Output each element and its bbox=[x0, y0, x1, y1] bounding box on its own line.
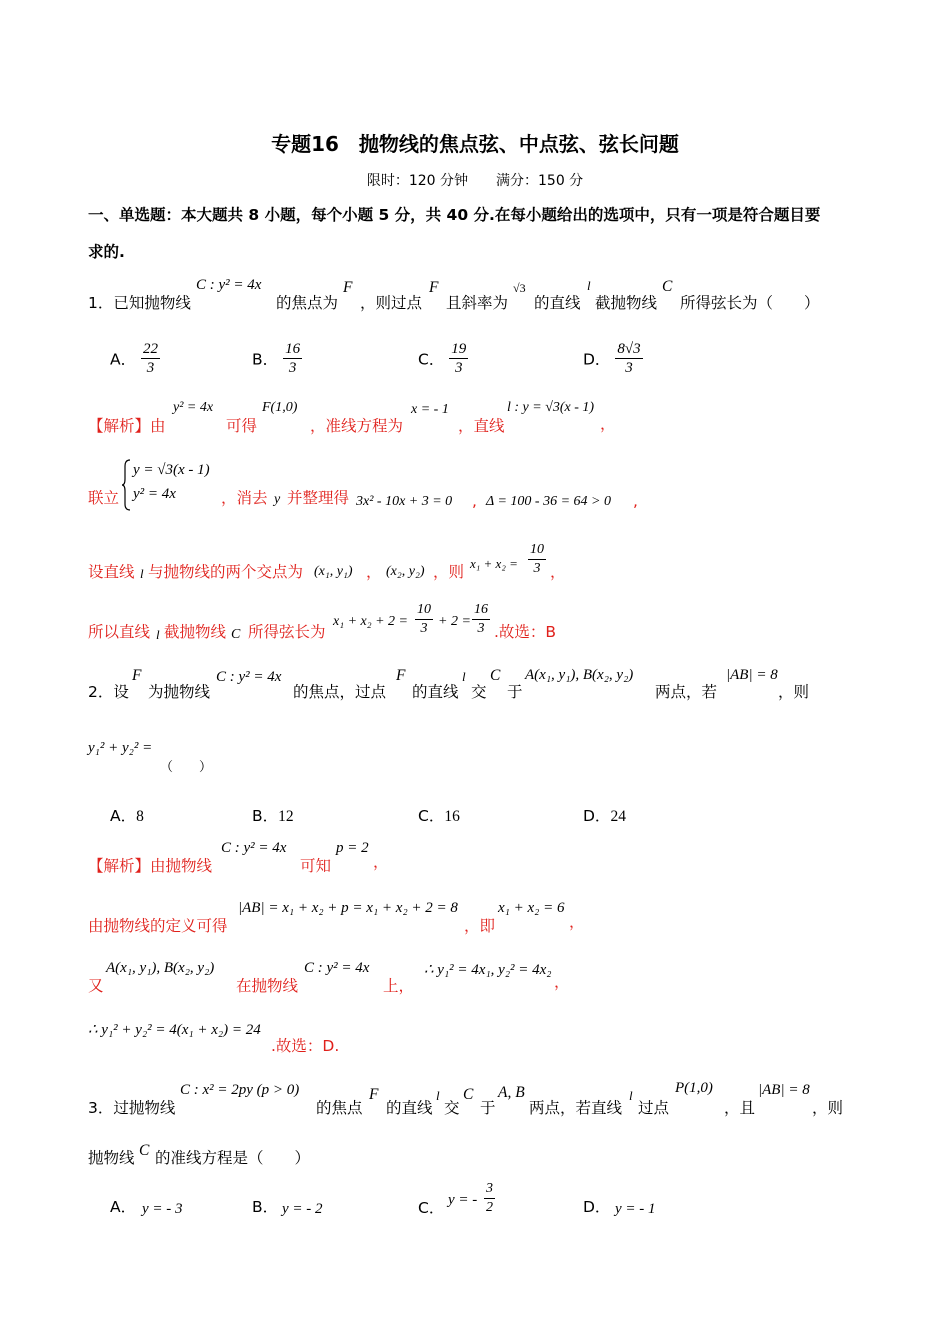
math: l : y = √3(x - 1) bbox=[507, 400, 595, 415]
q1-text-6: 所得弦长为（ ） bbox=[680, 294, 820, 312]
math: A(x₁, y₁), B(x₂, y₂) bbox=[106, 960, 215, 976]
q1-solution-line-3 bbox=[88, 540, 688, 586]
q3-number: 3．过抛物线 bbox=[88, 1099, 176, 1117]
math: p = 2 bbox=[336, 840, 369, 856]
math: l bbox=[140, 566, 144, 581]
text: ， bbox=[550, 563, 566, 581]
option-value: y = - 3 bbox=[142, 1201, 183, 1217]
math: x₁ + x₂ = 6 bbox=[498, 900, 565, 916]
text: 截抛物线 bbox=[164, 623, 227, 641]
q2-expr: y₁² + y₂² = bbox=[88, 740, 153, 756]
q1-option-d[interactable] bbox=[583, 340, 643, 377]
option-label: A． bbox=[110, 350, 137, 369]
q2-solution-line-3 bbox=[88, 958, 688, 994]
q2-points: A(x₁, y₁), B(x₂, y₂) bbox=[525, 667, 634, 683]
q1-text-4: 的直线 bbox=[534, 294, 581, 312]
answer-blank: （ ） bbox=[160, 760, 213, 775]
text: .故选：B bbox=[494, 623, 557, 641]
q3-option-c[interactable] bbox=[418, 1180, 518, 1224]
text: ，则 bbox=[778, 683, 810, 701]
fraction: $\frac{16}{3}$ bbox=[474, 602, 488, 636]
math: x₁ + x₂ = bbox=[470, 556, 518, 571]
math: C : y² = 4x bbox=[304, 960, 370, 976]
system-eq-2: y² = 4x bbox=[133, 486, 176, 502]
left-brace bbox=[122, 459, 132, 511]
option-label: C． bbox=[418, 1199, 445, 1217]
text: 为抛物线 bbox=[148, 683, 211, 701]
q1-slope: √3 bbox=[513, 281, 526, 295]
fraction: $\frac{10}{3}$ bbox=[530, 542, 544, 576]
text: 又 bbox=[88, 977, 104, 995]
q2-F: F bbox=[132, 667, 142, 684]
q1-text-5: 截抛物线 bbox=[595, 294, 658, 312]
q2-solution-line-4 bbox=[88, 1018, 688, 1054]
text: 于 bbox=[507, 683, 523, 701]
text: ，准线方程为 bbox=[310, 417, 404, 435]
q3-C: C bbox=[463, 1086, 474, 1103]
q1-l: l bbox=[587, 278, 591, 293]
text: 设直线 bbox=[88, 563, 135, 581]
q3-F: F bbox=[369, 1086, 379, 1103]
text: , bbox=[472, 492, 477, 510]
text: 联立 bbox=[88, 489, 120, 507]
text: 并整理得 bbox=[287, 489, 350, 507]
solution-tag: 【解析】由 bbox=[88, 417, 166, 435]
q1-F: F bbox=[343, 279, 353, 296]
text: ，则 bbox=[812, 1099, 844, 1117]
option-value: 24 bbox=[610, 808, 626, 825]
text: ，且 bbox=[724, 1099, 756, 1117]
text: .故选：D. bbox=[271, 1037, 340, 1055]
math: |AB| = x₁ + x₂ + p = x₁ + x₂ + 2 = 8 bbox=[238, 900, 458, 916]
option-label: B． bbox=[252, 350, 279, 369]
question-3-stem bbox=[88, 1080, 868, 1120]
q3-P: P(1,0) bbox=[675, 1080, 713, 1096]
option-label: D． bbox=[583, 807, 611, 825]
text: ， bbox=[600, 415, 616, 433]
q2-number: 2．设 bbox=[88, 683, 129, 701]
q2-option-c[interactable] bbox=[418, 804, 460, 826]
q2-ab: |AB| = 8 bbox=[726, 667, 778, 683]
option-label: B． bbox=[252, 1198, 279, 1216]
q1-text-3: 且斜率为 bbox=[446, 294, 509, 312]
text: ， bbox=[366, 563, 382, 581]
text: 两点，若直线 bbox=[529, 1099, 623, 1117]
q1-curve: C : y² = 4x bbox=[196, 277, 262, 293]
q3-curve: C : x² = 2py (p > 0) bbox=[180, 1082, 300, 1098]
fraction: $\frac{19}{3}$ bbox=[451, 341, 467, 376]
fraction: $\frac{16}{3}$ bbox=[285, 341, 301, 376]
q1-solution-line-2 bbox=[88, 458, 688, 514]
text: 所以直线 bbox=[88, 623, 151, 641]
math: x = - 1 bbox=[411, 402, 449, 417]
math: y² = 4x bbox=[173, 400, 214, 415]
math: (x₁, y₁) bbox=[314, 564, 353, 579]
text: 于 bbox=[480, 1099, 496, 1117]
q2-C: C bbox=[490, 667, 501, 684]
text: 的直线 bbox=[386, 1099, 433, 1117]
q1-option-c[interactable] bbox=[418, 340, 468, 377]
math: 3x² - 10x + 3 = 0 bbox=[356, 494, 453, 509]
text: 的准线方程是（ ） bbox=[155, 1149, 311, 1167]
q3-AB: A, B bbox=[498, 1084, 525, 1101]
text: 的焦点，过点 bbox=[293, 683, 387, 701]
option-label: B． bbox=[252, 807, 279, 825]
text: 的直线 bbox=[412, 683, 459, 701]
option-label: C． bbox=[418, 807, 445, 825]
q1-C: C bbox=[662, 278, 673, 295]
text: 由抛物线的定义可得 bbox=[88, 917, 228, 935]
option-label: D． bbox=[583, 1198, 611, 1216]
question-2-stem bbox=[88, 667, 848, 707]
page-title: 专题16 抛物线的焦点弦、中点弦、弦长问题 bbox=[271, 132, 679, 156]
option-label: C． bbox=[418, 350, 445, 369]
q2-l: l bbox=[462, 669, 466, 684]
fraction: $\frac{3}{2}$ bbox=[486, 1181, 493, 1215]
text: ， bbox=[554, 973, 570, 991]
text: 的焦点 bbox=[316, 1099, 363, 1117]
math: C bbox=[231, 627, 241, 642]
fraction: $\frac{10}{3}$ bbox=[417, 602, 431, 636]
text: ，直线 bbox=[458, 417, 505, 435]
question-3-stem-cont bbox=[88, 1142, 388, 1170]
option-label: A． bbox=[110, 807, 137, 825]
text: 在抛物线 bbox=[236, 977, 299, 995]
option-label: D． bbox=[583, 350, 611, 369]
q1-option-b[interactable] bbox=[252, 340, 302, 377]
text: 交 bbox=[471, 683, 487, 701]
time-score-info: 限时：120 分钟 满分：150 分 bbox=[366, 173, 584, 189]
text: 抛物线 bbox=[88, 1149, 135, 1167]
system-eq-1: y = √3(x - 1) bbox=[133, 462, 210, 478]
fraction: $\frac{8√3}{3}$ bbox=[617, 341, 641, 376]
q1-F-2: F bbox=[429, 279, 439, 296]
math: ∴ y₁² + y₂² = 4(x₁ + x₂) = 24 bbox=[88, 1022, 261, 1038]
text: 上， bbox=[383, 977, 415, 995]
q2-option-a[interactable] bbox=[110, 804, 144, 826]
math: + 2 = bbox=[438, 614, 471, 629]
text: 两点，若 bbox=[655, 683, 718, 701]
q1-text-1: 的焦点为 bbox=[276, 294, 339, 312]
q1-solution-line-1 bbox=[88, 400, 708, 435]
question-2-stem-cont bbox=[88, 738, 388, 775]
q3-C-2: C bbox=[139, 1142, 150, 1159]
q1-option-a[interactable] bbox=[110, 340, 160, 377]
text: 与抛物线的两个交点为 bbox=[148, 563, 304, 581]
q2-F-2: F bbox=[396, 667, 406, 684]
text: , bbox=[633, 492, 638, 510]
math: l bbox=[156, 627, 160, 642]
option-value: y = - bbox=[448, 1192, 478, 1208]
section-header: 一、单选题：本大题共 8 小题，每个小题 5 分，共 40 分.在每小题给出的选项中，只有一项是符合题目要 bbox=[88, 206, 821, 224]
q2-option-b[interactable] bbox=[252, 804, 294, 826]
text: 可得 bbox=[226, 417, 258, 435]
option-label: A． bbox=[110, 1198, 137, 1216]
text: ， bbox=[373, 853, 389, 871]
option-value: 8 bbox=[136, 808, 144, 825]
text: 可知 bbox=[300, 857, 332, 875]
option-value: y = - 1 bbox=[615, 1201, 656, 1217]
q2-solution-line-2 bbox=[88, 898, 688, 934]
math: Δ = 100 - 36 = 64 > 0 bbox=[486, 494, 611, 509]
text: ，消去 bbox=[221, 489, 268, 507]
solution-tag: 【解析】由抛物线 bbox=[88, 857, 213, 875]
q3-ab: |AB| = 8 bbox=[758, 1082, 810, 1098]
math: (x₂, y₂) bbox=[386, 564, 425, 579]
q3-l: l bbox=[436, 1088, 440, 1103]
q1-number: 1．已知抛物线 bbox=[88, 294, 191, 312]
math: ∴ y₁² = 4x₁, y₂² = 4x₂ bbox=[424, 962, 552, 978]
q2-option-d[interactable] bbox=[583, 804, 626, 826]
q1-text-2: ，则过点 bbox=[360, 294, 423, 312]
text: ，即 bbox=[464, 917, 496, 935]
option-value: 16 bbox=[444, 808, 460, 825]
math: x₁ + x₂ + 2 = bbox=[333, 614, 409, 629]
text: ， bbox=[569, 913, 585, 931]
text: ，则 bbox=[433, 563, 465, 581]
q3-l-2: l bbox=[629, 1088, 633, 1103]
text: 交 bbox=[444, 1099, 460, 1117]
q2-curve: C : y² = 4x bbox=[216, 669, 282, 685]
text: 过点 bbox=[638, 1099, 670, 1117]
q1-solution-line-4 bbox=[88, 600, 688, 646]
option-value: 12 bbox=[278, 808, 294, 825]
text: 所得弦长为 bbox=[248, 623, 326, 641]
math: y bbox=[274, 492, 281, 507]
math: C : y² = 4x bbox=[221, 840, 287, 856]
section-header-cont: 求的. bbox=[88, 243, 125, 261]
math: F(1,0) bbox=[262, 400, 298, 415]
option-value: y = - 2 bbox=[282, 1201, 323, 1217]
q2-solution-line-1 bbox=[88, 838, 488, 874]
fraction: $\frac{22}{3}$ bbox=[143, 341, 159, 376]
